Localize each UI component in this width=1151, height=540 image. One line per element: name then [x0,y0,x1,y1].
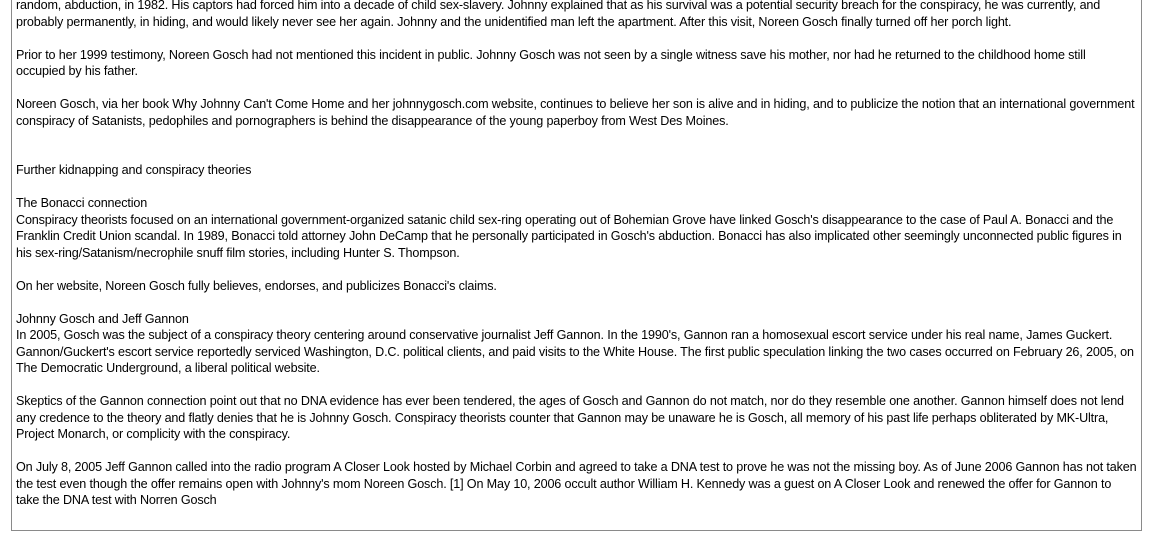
paragraph-gap [16,377,1137,394]
section-gap [16,129,1137,162]
gannon-skeptics: Skeptics of the Gannon connection point out that no DNA evidence has ever been tendered, the ages of Gosch and Gannon do not match, nor do they resemble one another. Gannon himself does not lend any credence to the theory and flatly denies that he is Johnny Gosch. Conspiracy theorists counter that Gannon may be unaware he is Gosch, all memory of his past life perhaps obliterated by MK-Ultra, Project Monarch, or complicity with the conspiracy. [16,394,1124,441]
document-frame [11,0,1142,531]
paragraph-gap [16,443,1137,460]
section-heading: Further kidnapping and conspiracy theories [16,163,252,177]
paragraph-abduction: random, abduction, in 1982. His captors had forced him into a decade of child sex-slavery. Johnny explained that as his survival was a potential security breach for the conspiracy, he was currently, and probably permanently, in hiding, and would likely never see her again. Johnny and the unidentified man left the apartment. After this visit, Noreen Gosch finally turned off her porch light. [16,0,1101,29]
paragraph-testimony: Prior to her 1999 testimony, Noreen Gosch had not mentioned this incident in public. Johnny Gosch was not seen by a single witness save his mother, nor had he returned to the childhood home still occupied by his father. [16,47,1086,78]
paragraph-gap [16,179,1137,196]
paragraph-book: Noreen Gosch, via her book Why Johnny Can't Come Home and her johnnygosch.com website, continues to believe her son is alive and in hiding, and to publicize the notion that an international government conspiracy of Satanists, pedophiles and pornographers is behind the disappearance of the young paperboy from West Des Moines. [16,97,1135,128]
paragraph-gap [16,80,1137,97]
gannon-radio: On July 8, 2005 Jeff Gannon called into the radio program A Closer Look hosted by Michael Corbin and agreed to take a DNA test to prove he was not the missing boy. As of June 2006 Gannon has not taken the test even though the offer remains open with Johnny's mom Noreen Gosch. [1] On May 10, 2006 occult author William H. Kennedy was a guest on A Closer Look and renewed the offer for Gannon to take the DNA test with Norren Gosch [16,460,1137,507]
paragraph-gap [16,294,1137,311]
paragraph-gap [16,30,1137,47]
gannon-text: In 2005, Gosch was the subject of a conspiracy theory centering around conservative journalist Jeff Gannon. In the 1990's, Gannon ran a homosexual escort service under his real name, James Guckert. Gannon/Guckert's escort service reportedly serviced Washington, D.C. political clients, and paid visits to the White House. The first public speculation linking the two cases occurred on February 26, 2005, on The Democratic Underground, a liberal political website. [16,328,1134,375]
bonacci-followup: On her website, Noreen Gosch fully believes, endorses, and publicizes Bonacci's claims. [16,278,497,293]
bonacci-heading: The Bonacci connection [16,196,148,210]
paragraph-gap [16,261,1137,278]
document-body [16,0,1137,509]
bonacci-text: Conspiracy theorists focused on an international government-organized satanic child sex-ring operating out of Bohemian Grove have linked Gosch's disappearance to the case of Paul A. Bonacci and the Franklin Credit Union scandal. In 1989, Bonacci told attorney John DeCamp that he personally participated in Gosch's abduction. Bonacci has also implicated other seemingly unconnected public figures in his sex-ring/Satanism/necrophile snuff film stories, including Hunter S. Thompson. [16,212,1122,260]
gannon-heading: Johnny Gosch and Jeff Gannon [16,311,189,326]
